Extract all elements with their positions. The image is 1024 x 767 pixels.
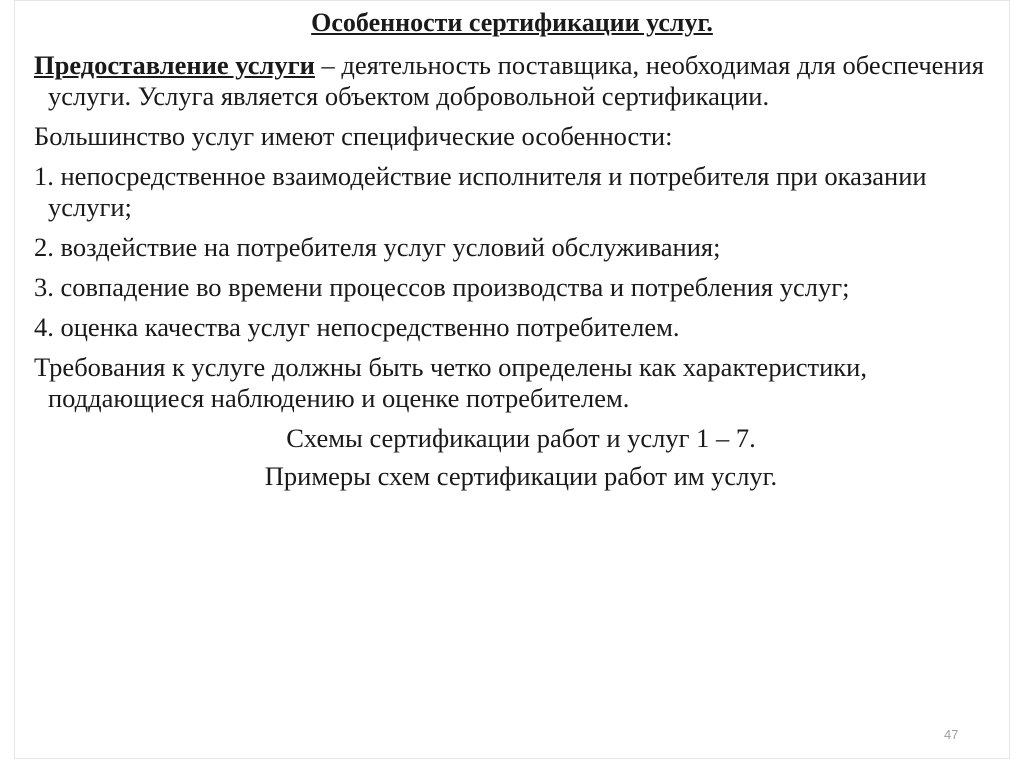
feature-item-4: 4. оценка качества услуг непосредственно потребителем. bbox=[34, 312, 680, 342]
feature-item-2: 2. воздействие на потребителя услуг условий обслуживания; bbox=[34, 232, 721, 262]
page-number: 47 bbox=[944, 727, 959, 742]
lead-paragraph: Большинство услуг имеют специфические особенности: bbox=[34, 121, 673, 151]
feature-item-1: 1. непосредственное взаимодействие исполнителя и потребителя при оказании услуги; bbox=[34, 161, 927, 222]
requirements-paragraph: Требования к услуге должны быть четко определены как характеристики, поддающиеся наблюдению и оценке потребителем. bbox=[34, 352, 867, 413]
intro-paragraph bbox=[34, 50, 1008, 112]
examples-line: Примеры схем сертификации работ им услуг. bbox=[264, 461, 778, 491]
intro-definition: – деятельность поставщика, необходимая для обеспечения услуги. Услуга является объектом добровольной сертификации. bbox=[48, 50, 984, 111]
slide-title: Особенности сертификации услуг. bbox=[311, 8, 713, 37]
feature-item-3: 3. совпадение во времени процессов производства и потребления услуг; bbox=[34, 272, 850, 302]
schemes-line: Схемы сертификации работ и услуг 1 – 7. bbox=[286, 423, 756, 453]
slide-body bbox=[34, 50, 1008, 499]
intro-term: Предоставление услуги bbox=[34, 50, 315, 80]
